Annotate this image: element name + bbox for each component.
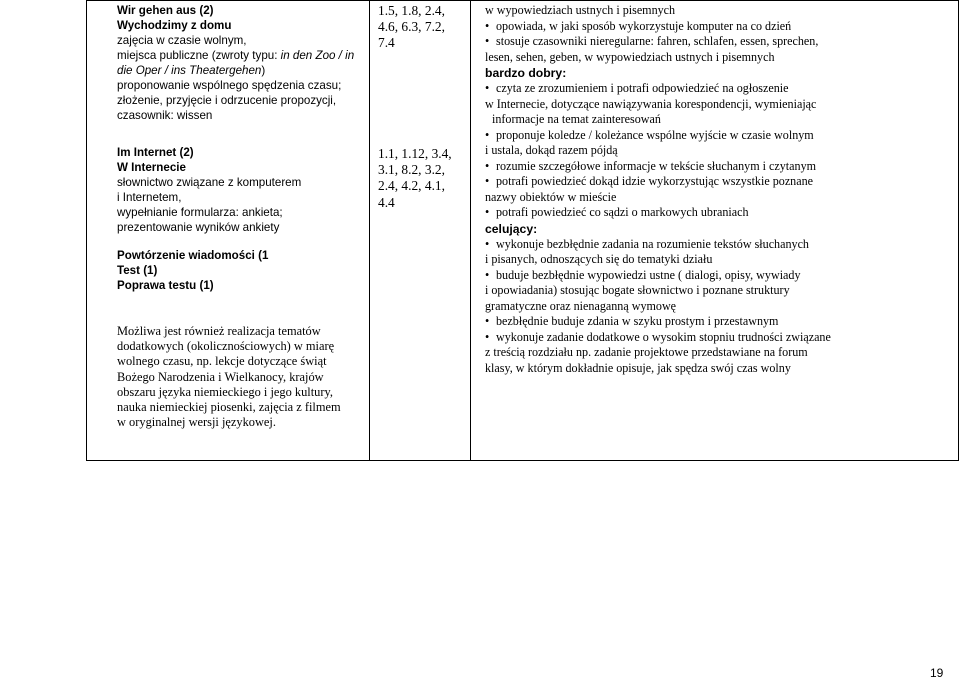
topic-line: słownictwo związane z komputerem	[117, 176, 302, 189]
topic-wir-gehen-aus	[117, 3, 363, 123]
topic-line: dodatkowych (okolicznościowych) w miarę	[117, 339, 335, 354]
references-column	[370, 1, 471, 460]
topic-line: wypełnianie formularza: ankieta;	[117, 206, 283, 219]
topic-line: Test (1)	[117, 264, 158, 277]
reference-line: 7.4	[378, 35, 395, 51]
reference-line: 2.4, 4.2, 4.1,	[378, 178, 445, 194]
continuation-line: w Internecie, dotyczące nawiązywania korespondencji, wymieniając	[485, 96, 817, 111]
requirements-list-c	[485, 237, 954, 377]
topic-review	[117, 248, 363, 293]
continuation-line: lesen, sehen, geben, w wypowiedziach ustnych i pisemnych	[485, 49, 775, 64]
topic-line: czasownik: wissen	[117, 109, 213, 122]
continuation-line: z treścią rozdziału np. zadanie projektowe przedstawiane na forum	[485, 345, 808, 359]
bullet-item: • buduje bezbłędnie wypowiedzi ustne ( dialogi, opisy, wywiady	[485, 268, 954, 284]
bullet-item: • opowiada, w jaki sposób wykorzystuje komputer na co dzień	[485, 19, 954, 35]
topic-line: Możliwa jest również realizacja tematów	[117, 324, 321, 338]
requirements-list-b	[485, 81, 954, 221]
topic-line: nauka niemieckiej piosenki, zajęcia z filmem	[117, 400, 341, 415]
topic-line: Bożego Narodzenia i Wielkanocy, krajów	[117, 369, 324, 384]
topic-line: miejsca publiczne (zwroty typu: in den Zoo / in	[117, 49, 355, 62]
continuation-line: i pisanych, odnoszących się do tematyki działu	[485, 252, 713, 266]
bullet-item: • wykonuje bezbłędnie zadania na rozumienie tekstów słuchanych	[485, 237, 954, 253]
continuation-line: i ustala, dokąd razem pójdą	[485, 143, 618, 157]
reference-line: 1.1, 1.12, 3.4,	[378, 146, 452, 161]
bullet-item: • proponuje koledze / koleżance wspólne wyjście w czasie wolnym	[485, 128, 954, 144]
bullet-item: • czyta ze zrozumieniem i potrafi odpowiedzieć na ogłoszenie	[485, 81, 954, 97]
bullet-item: • potrafi powiedzieć co sądzi o markowych ubraniach	[485, 205, 954, 221]
curriculum-table	[86, 0, 959, 461]
requirements-column	[471, 1, 958, 460]
reference-line: 4.4	[378, 194, 395, 210]
topic-im-internet	[117, 145, 363, 235]
reference-line: 1.5, 1.8, 2.4,	[378, 3, 445, 18]
reference-group	[378, 146, 452, 211]
topic-title: Wir gehen aus (2)	[117, 4, 214, 17]
topic-line: i Internetem,	[117, 191, 182, 204]
continuation-line: gramatyczne oraz nienaganną wymowę	[485, 298, 677, 313]
requirements-content	[485, 3, 954, 376]
requirements-intro: w wypowiedziach ustnych i pisemnych	[485, 3, 676, 17]
reference-group	[378, 3, 445, 52]
topic-additional	[117, 324, 363, 430]
continuation-line: klasy, w którym dokładnie opisuje, jak spędza swój czas wolny	[485, 360, 791, 375]
reference-line: 3.1, 8.2, 3.2,	[378, 162, 445, 178]
requirements-list-a	[485, 19, 954, 66]
topic-line: obszaru języka niemieckiego i jego kultury,	[117, 384, 333, 399]
bullet-item: • rozumie szczegółowe informacje w tekście słuchanym i czytanym	[485, 159, 954, 175]
bullet-item: • stosuje czasowniki nieregularne: fahren, schlafen, essen, sprechen,	[485, 34, 954, 50]
topic-line: Powtórzenie wiadomości (1	[117, 249, 269, 262]
continuation-line: nazwy obiektów w mieście	[485, 189, 617, 204]
continuation-line: i opowiadania) stosując bogate słownictwo i poznane struktury	[485, 283, 790, 297]
topic-line: prezentowanie wyników ankiety	[117, 221, 280, 234]
topic-line: zajęcia w czasie wolnym,	[117, 34, 247, 47]
topic-line: złożenie, przyjęcie i odrzucenie propozycji,	[117, 94, 337, 107]
grade-heading-very-good: bardzo dobry:	[485, 66, 567, 80]
continuation-line: informacje na temat zainteresowań	[492, 112, 661, 126]
bullet-item: • wykonuje zadanie dodatkowe o wysokim stopniu trudności związane	[485, 330, 954, 346]
grade-heading-excellent: celujący:	[485, 221, 538, 236]
topic-title: Im Internet (2)	[117, 146, 194, 159]
topic-subtitle: W Internecie	[117, 161, 186, 174]
topic-subtitle: Wychodzimy z domu	[117, 19, 232, 32]
topics-column	[87, 1, 370, 460]
topic-line: w oryginalnej wersji językowej.	[117, 415, 276, 430]
topic-line: proponowanie wspólnego spędzenia czasu;	[117, 79, 342, 92]
page-number: 19	[930, 666, 944, 680]
topic-line: die Oper / ins Theatergehen)	[117, 64, 266, 77]
bullet-item: • bezbłędnie buduje zdania w szyku prostym i przestawnym	[485, 314, 954, 330]
topic-line: wolnego czasu, np. lekcje dotyczące świąt	[117, 354, 327, 369]
reference-line: 4.6, 6.3, 7.2,	[378, 19, 445, 35]
bullet-item: • potrafi powiedzieć dokąd idzie wykorzystując wszystkie poznane	[485, 174, 954, 190]
topic-line: Poprawa testu (1)	[117, 279, 214, 292]
